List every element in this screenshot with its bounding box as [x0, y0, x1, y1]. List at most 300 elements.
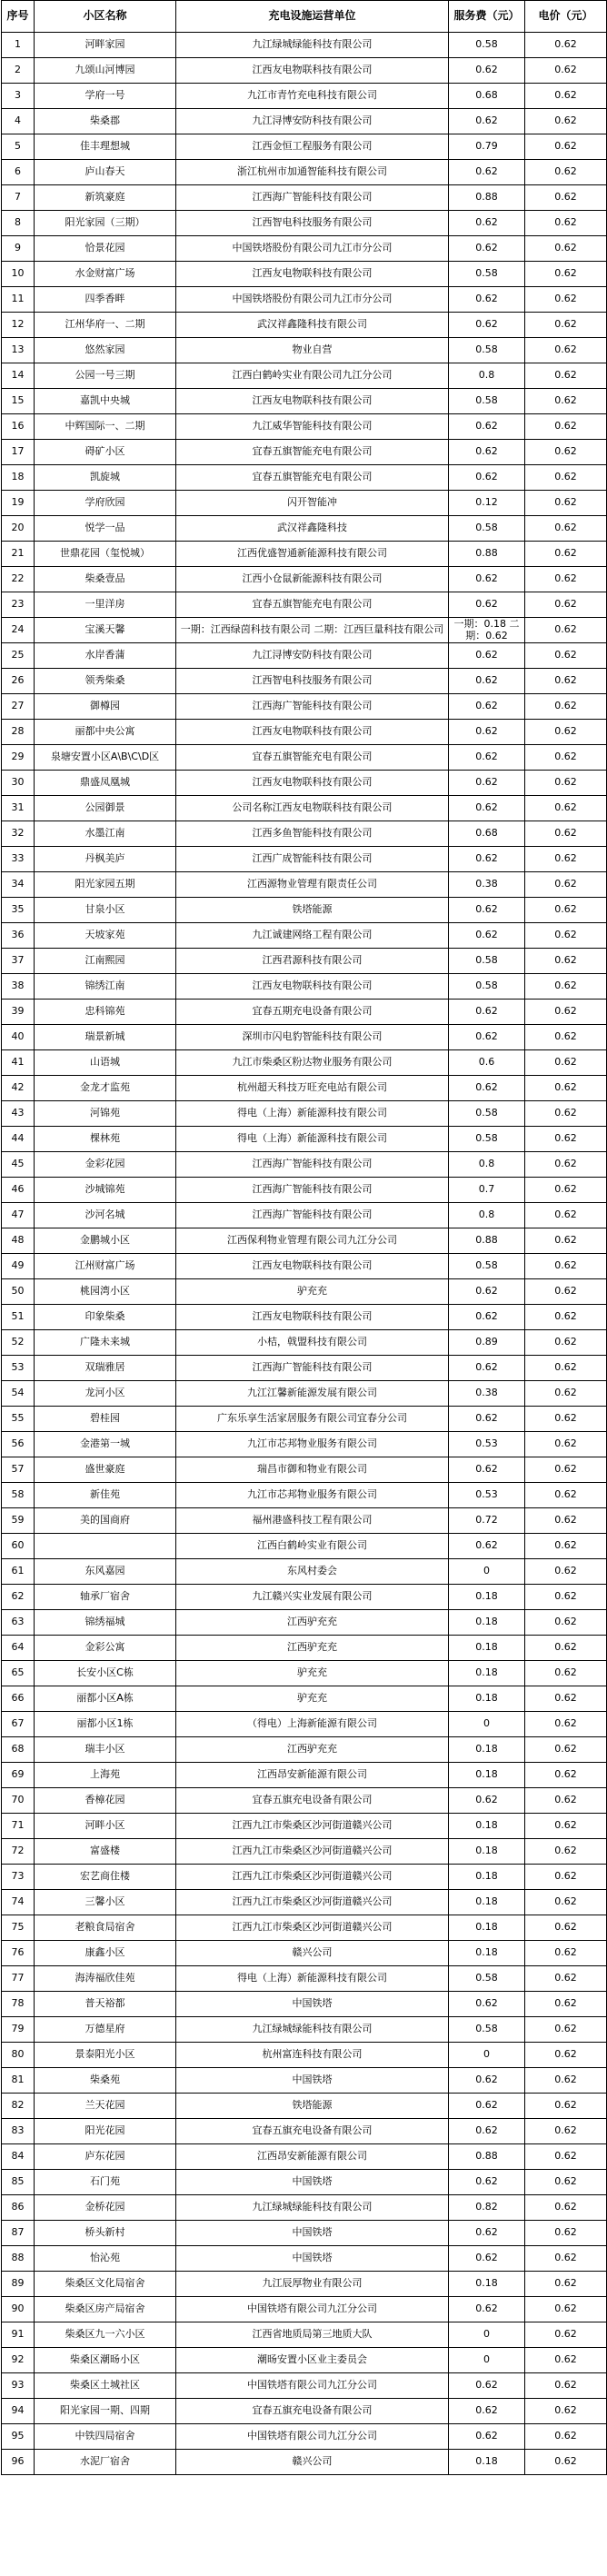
- community-name: 水岸香蒲: [35, 643, 176, 669]
- table-row: [2, 109, 607, 134]
- table-row: [2, 1534, 607, 1559]
- operator-name: 驴充充: [176, 1661, 449, 1686]
- community-name: 庐山春天: [35, 160, 176, 185]
- service-fee: 0.62: [449, 2297, 525, 2322]
- operator-name: 江西驴充充: [176, 1737, 449, 1763]
- table-row: [2, 1788, 607, 1814]
- table-row: [2, 2170, 607, 2195]
- service-fee: 0.62: [449, 567, 525, 592]
- community-name: 万德星府: [35, 2017, 176, 2043]
- service-fee: 0.62: [449, 898, 525, 923]
- row-number: 29: [2, 745, 35, 771]
- table-row: [2, 1330, 607, 1356]
- operator-name: 九江浔博安防科技有限公司: [176, 643, 449, 669]
- community-name: 凯旋城: [35, 465, 176, 491]
- electricity-price: 0.62: [525, 1992, 607, 2017]
- electricity-price: 0.62: [525, 1025, 607, 1050]
- row-number: 7: [2, 185, 35, 211]
- electricity-price: 0.62: [525, 313, 607, 338]
- service-fee: 0.62: [449, 1992, 525, 2017]
- table-row: [2, 313, 607, 338]
- electricity-price: 0.62: [525, 1076, 607, 1101]
- row-number: 38: [2, 974, 35, 1000]
- table-row: [2, 2068, 607, 2094]
- service-fee: 0.7: [449, 1178, 525, 1203]
- electricity-price: 0.62: [525, 1407, 607, 1432]
- row-number: 61: [2, 1559, 35, 1585]
- service-fee: 0.8: [449, 363, 525, 389]
- electricity-price: 0.62: [525, 1508, 607, 1534]
- table-row: [2, 1457, 607, 1483]
- service-fee: 0.58: [449, 949, 525, 974]
- row-number: 56: [2, 1432, 35, 1457]
- row-number: 57: [2, 1457, 35, 1483]
- row-number: 32: [2, 821, 35, 847]
- table-row: [2, 440, 607, 465]
- table-row: [2, 1305, 607, 1330]
- community-name: 富盛楼: [35, 1839, 176, 1865]
- operator-name: 江西友电物联科技有限公司: [176, 262, 449, 287]
- row-number: 42: [2, 1076, 35, 1101]
- table-row: [2, 2450, 607, 2475]
- service-fee: 0.62: [449, 745, 525, 771]
- electricity-price: 0.62: [525, 745, 607, 771]
- row-number: 13: [2, 338, 35, 363]
- operator-name: 宜春五旗智能充电有限公司: [176, 745, 449, 771]
- service-fee: 0.8: [449, 1152, 525, 1178]
- electricity-price: 0.62: [525, 414, 607, 440]
- operator-name: 江西省地质局第三地质大队: [176, 2322, 449, 2348]
- service-fee: 0.12: [449, 491, 525, 516]
- electricity-price: 0.62: [525, 1305, 607, 1330]
- community-name: 上海苑: [35, 1763, 176, 1788]
- service-fee: 0.18: [449, 1890, 525, 1915]
- table-row: [2, 1839, 607, 1865]
- row-number: 19: [2, 491, 35, 516]
- row-number: 55: [2, 1407, 35, 1432]
- operator-name: 九江市青竹充电科技有限公司: [176, 84, 449, 109]
- operator-name: 驴充充: [176, 1279, 449, 1305]
- electricity-price: 0.62: [525, 720, 607, 745]
- service-fee: 0.18: [449, 1763, 525, 1788]
- electricity-price: 0.62: [525, 1050, 607, 1076]
- service-fee: 0.62: [449, 1788, 525, 1814]
- operator-name: 宜春五旗智能充电有限公司: [176, 592, 449, 618]
- operator-name: 中国铁塔有限公司九江分公司: [176, 2297, 449, 2322]
- service-fee: 0.62: [449, 923, 525, 949]
- operator-name: 江西海广智能科技有限公司: [176, 694, 449, 720]
- table-row: [2, 262, 607, 287]
- electricity-price: 0.62: [525, 262, 607, 287]
- electricity-price: 0.62: [525, 516, 607, 542]
- electricity-price: 0.62: [525, 618, 607, 643]
- operator-name: 宜春五旗充电设备有限公司: [176, 1788, 449, 1814]
- electricity-price: 0.62: [525, 1763, 607, 1788]
- row-number: 66: [2, 1686, 35, 1712]
- row-number: 18: [2, 465, 35, 491]
- table-row: [2, 1585, 607, 1610]
- header-operator: 充电设施运营单位: [176, 1, 449, 33]
- operator-name: 得电（上海）新能源科技有限公司: [176, 1101, 449, 1127]
- row-number: 14: [2, 363, 35, 389]
- row-number: 34: [2, 872, 35, 898]
- row-number: 23: [2, 592, 35, 618]
- operator-name: 九江辰厚物业有限公司: [176, 2272, 449, 2297]
- electricity-price: 0.62: [525, 872, 607, 898]
- electricity-price: 0.62: [525, 1686, 607, 1712]
- row-number: 53: [2, 1356, 35, 1381]
- electricity-price: 0.62: [525, 898, 607, 923]
- electricity-price: 0.62: [525, 1865, 607, 1890]
- electricity-price: 0.62: [525, 2221, 607, 2246]
- community-name: 柴桑壹品: [35, 567, 176, 592]
- row-number: 81: [2, 2068, 35, 2094]
- operator-name: 宜春五旗充电设备有限公司: [176, 2399, 449, 2424]
- table-row: [2, 338, 607, 363]
- row-number: 20: [2, 516, 35, 542]
- table-row: [2, 1814, 607, 1839]
- table-row: [2, 211, 607, 236]
- service-fee: 0.58: [449, 1101, 525, 1127]
- electricity-price: 0.62: [525, 338, 607, 363]
- row-number: 70: [2, 1788, 35, 1814]
- service-fee: 0.18: [449, 1636, 525, 1661]
- community-name: 锦绣江南: [35, 974, 176, 1000]
- electricity-price: 0.62: [525, 1203, 607, 1228]
- operator-name: 江西友电物联科技有限公司: [176, 771, 449, 796]
- community-name: 康鑫小区: [35, 1941, 176, 1966]
- community-name: 柴桑区九一六小区: [35, 2322, 176, 2348]
- service-fee: 0.62: [449, 1534, 525, 1559]
- operator-name: 铁塔能源: [176, 2094, 449, 2119]
- table-header: [2, 1, 607, 33]
- table-row: [2, 1127, 607, 1152]
- community-name: 中辉国际一、二期: [35, 414, 176, 440]
- service-fee: 0.58: [449, 389, 525, 414]
- table-row: [2, 1686, 607, 1712]
- table-row: [2, 491, 607, 516]
- operator-name: 中国铁塔有限公司九江分公司: [176, 2373, 449, 2399]
- electricity-price: 0.62: [525, 236, 607, 262]
- service-fee: 0.18: [449, 1865, 525, 1890]
- electricity-price: 0.62: [525, 491, 607, 516]
- row-number: 86: [2, 2195, 35, 2221]
- community-name: 印象柴桑: [35, 1305, 176, 1330]
- service-fee: 0.58: [449, 974, 525, 1000]
- row-number: 74: [2, 1890, 35, 1915]
- operator-name: 江西昂安新能源有限公司: [176, 2144, 449, 2170]
- electricity-price: 0.62: [525, 1178, 607, 1203]
- table-row: [2, 58, 607, 84]
- community-name: 龙河小区: [35, 1381, 176, 1407]
- operator-name: 潮旸安置小区业主委员会: [176, 2348, 449, 2373]
- service-fee: 0.62: [449, 1279, 525, 1305]
- electricity-price: 0.62: [525, 2399, 607, 2424]
- community-name: 泉塘安置小区A\B\C\D区: [35, 745, 176, 771]
- service-fee: 0.62: [449, 1457, 525, 1483]
- operator-name: 中国铁塔: [176, 2068, 449, 2094]
- row-number: 1: [2, 33, 35, 58]
- community-name: 怡沁苑: [35, 2246, 176, 2272]
- row-number: 75: [2, 1915, 35, 1941]
- community-name: 双瑞雅居: [35, 1356, 176, 1381]
- community-name: 河畔小区: [35, 1814, 176, 1839]
- service-fee: 0.6: [449, 1050, 525, 1076]
- operator-name: 公司名称江西友电物联科技有限公司: [176, 796, 449, 821]
- table-row: [2, 2017, 607, 2043]
- row-number: 92: [2, 2348, 35, 2373]
- table-row: [2, 974, 607, 1000]
- community-name: 水泥厂宿舍: [35, 2450, 176, 2475]
- community-name: 瑞丰小区: [35, 1737, 176, 1763]
- table-row: [2, 592, 607, 618]
- operator-name: （得电）上海新能源有限公司: [176, 1712, 449, 1737]
- table-row: [2, 84, 607, 109]
- community-name: 丽都小区1栋: [35, 1712, 176, 1737]
- operator-name: 九江诚建网络工程有限公司: [176, 923, 449, 949]
- operator-name: 浙江杭州市加通智能科技有限公司: [176, 160, 449, 185]
- table-row: [2, 287, 607, 313]
- table-row: [2, 1101, 607, 1127]
- table-row: [2, 1228, 607, 1254]
- table-row: [2, 160, 607, 185]
- table-row: [2, 2094, 607, 2119]
- operator-name: 江西九江市柴桑区沙河街道赣兴公司: [176, 1814, 449, 1839]
- electricity-price: 0.62: [525, 2297, 607, 2322]
- electricity-price: 0.62: [525, 1381, 607, 1407]
- community-name: 碍矿小区: [35, 440, 176, 465]
- community-name: 中铁四局宿舍: [35, 2424, 176, 2450]
- operator-name: 武汉祥鑫隆科技有限公司: [176, 313, 449, 338]
- table-row: [2, 1076, 607, 1101]
- electricity-price: 0.62: [525, 1356, 607, 1381]
- table-row: [2, 134, 607, 160]
- service-fee: 0.53: [449, 1483, 525, 1508]
- electricity-price: 0.62: [525, 2322, 607, 2348]
- service-fee: 0.82: [449, 2195, 525, 2221]
- community-name: 柴桑郡: [35, 109, 176, 134]
- operator-name: 江西友电物联科技有限公司: [176, 58, 449, 84]
- table-row: [2, 516, 607, 542]
- operator-name: 江西智电科技服务有限公司: [176, 211, 449, 236]
- operator-name: 福州港盛科技工程有限公司: [176, 1508, 449, 1534]
- operator-name: 江西多鱼智能科技有限公司: [176, 821, 449, 847]
- service-fee: 0.18: [449, 1661, 525, 1686]
- community-name: 金彩公寓: [35, 1636, 176, 1661]
- electricity-price: 0.62: [525, 1661, 607, 1686]
- table-row: [2, 236, 607, 262]
- row-number: 17: [2, 440, 35, 465]
- community-name: 阳光花园: [35, 2119, 176, 2144]
- service-fee: 0.18: [449, 1686, 525, 1712]
- community-name: 瑞景新城: [35, 1025, 176, 1050]
- row-number: 94: [2, 2399, 35, 2424]
- operator-name: 中国铁塔: [176, 2221, 449, 2246]
- electricity-price: 0.62: [525, 84, 607, 109]
- row-number: 6: [2, 160, 35, 185]
- row-number: 64: [2, 1636, 35, 1661]
- electricity-price: 0.62: [525, 1941, 607, 1966]
- operator-name: 江西君源科技有限公司: [176, 949, 449, 974]
- row-number: 59: [2, 1508, 35, 1534]
- operator-name: 得电（上海）新能源科技有限公司: [176, 1966, 449, 1992]
- table-row: [2, 1865, 607, 1890]
- row-number: 25: [2, 643, 35, 669]
- community-name: 棵林苑: [35, 1127, 176, 1152]
- service-fee: 0.62: [449, 1025, 525, 1050]
- service-fee: 0.8: [449, 1203, 525, 1228]
- table-row: [2, 1203, 607, 1228]
- electricity-price: 0.62: [525, 1127, 607, 1152]
- operator-name: 江西驴充充: [176, 1610, 449, 1636]
- table-row: [2, 1508, 607, 1534]
- row-number: 44: [2, 1127, 35, 1152]
- operator-name: 中国铁塔股份有限公司九江市分公司: [176, 287, 449, 313]
- operator-name: 宜春五旗智能充电有限公司: [176, 465, 449, 491]
- service-fee: 0.58: [449, 33, 525, 58]
- table-row: [2, 796, 607, 821]
- operator-name: 得电（上海）新能源科技有限公司: [176, 1127, 449, 1152]
- table-row: [2, 1483, 607, 1508]
- electricity-price: 0.62: [525, 796, 607, 821]
- row-number: 36: [2, 923, 35, 949]
- community-name: 盛世豪庭: [35, 1457, 176, 1483]
- operator-name: 江西海广智能科技有限公司: [176, 1203, 449, 1228]
- community-name: 学府一号: [35, 84, 176, 109]
- service-fee: 0.62: [449, 2399, 525, 2424]
- electricity-price: 0.62: [525, 1483, 607, 1508]
- operator-name: 九江威华智能科技有限公司: [176, 414, 449, 440]
- operator-name: 宜春五旗充电设备有限公司: [176, 2119, 449, 2144]
- community-name: 三馨小区: [35, 1890, 176, 1915]
- row-number: 12: [2, 313, 35, 338]
- community-name: 江南熙园: [35, 949, 176, 974]
- row-number: 40: [2, 1025, 35, 1050]
- community-name: 恰景花园: [35, 236, 176, 262]
- community-name: 佳丰理想城: [35, 134, 176, 160]
- table-row: [2, 1025, 607, 1050]
- row-number: 27: [2, 694, 35, 720]
- table-row: [2, 1941, 607, 1966]
- row-number: 83: [2, 2119, 35, 2144]
- community-name: 桃园湾小区: [35, 1279, 176, 1305]
- operator-name: 江西白鹤岭实业有限公司: [176, 1534, 449, 1559]
- operator-name: 九江赣兴实业发展有限公司: [176, 1585, 449, 1610]
- table-row: [2, 872, 607, 898]
- community-name: 美的国商府: [35, 1508, 176, 1534]
- electricity-price: 0.62: [525, 185, 607, 211]
- electricity-price: 0.62: [525, 1152, 607, 1178]
- table-row: [2, 2246, 607, 2272]
- community-name: 山语城: [35, 1050, 176, 1076]
- operator-name: 江西九江市柴桑区沙河街道赣兴公司: [176, 1890, 449, 1915]
- community-name: 金桥花园: [35, 2195, 176, 2221]
- community-name: 宝溪天馨: [35, 618, 176, 643]
- community-name: 宏艺商住楼: [35, 1865, 176, 1890]
- row-number: 45: [2, 1152, 35, 1178]
- service-fee: 0.18: [449, 1814, 525, 1839]
- operator-name: 江西源物业管理有限责任公司: [176, 872, 449, 898]
- row-number: 43: [2, 1101, 35, 1127]
- operator-name: 九江绿城绿能科技有限公司: [176, 33, 449, 58]
- table-row: [2, 567, 607, 592]
- row-number: 52: [2, 1330, 35, 1356]
- operator-name: 中国铁塔股份有限公司九江市分公司: [176, 236, 449, 262]
- operator-name: 江西友电物联科技有限公司: [176, 974, 449, 1000]
- electricity-price: 0.62: [525, 1559, 607, 1585]
- service-fee: 0.62: [449, 160, 525, 185]
- community-name: 阳光家园五期: [35, 872, 176, 898]
- electricity-price: 0.62: [525, 2373, 607, 2399]
- community-name: 新筑豪庭: [35, 185, 176, 211]
- electricity-price: 0.62: [525, 2068, 607, 2094]
- operator-name: 江西海广智能科技有限公司: [176, 185, 449, 211]
- electricity-price: 0.62: [525, 974, 607, 1000]
- header-row: [2, 1, 607, 33]
- table-row: [2, 643, 607, 669]
- service-fee: 0.58: [449, 2017, 525, 2043]
- service-fee: 0.62: [449, 694, 525, 720]
- electricity-price: 0.62: [525, 2246, 607, 2272]
- table-row: [2, 1636, 607, 1661]
- operator-name: 江西保利物业管理有限公司九江分公司: [176, 1228, 449, 1254]
- row-number: 62: [2, 1585, 35, 1610]
- electricity-price: 0.62: [525, 2424, 607, 2450]
- electricity-price: 0.62: [525, 2043, 607, 2068]
- electricity-price: 0.62: [525, 567, 607, 592]
- table-row: [2, 1152, 607, 1178]
- service-fee: 0.58: [449, 1966, 525, 1992]
- electricity-price: 0.62: [525, 1737, 607, 1763]
- row-number: 39: [2, 1000, 35, 1025]
- community-name: 长安小区C栋: [35, 1661, 176, 1686]
- operator-name: 广东乐享生活家居服务有限公司宜春分公司: [176, 1407, 449, 1432]
- row-number: 58: [2, 1483, 35, 1508]
- table-row: [2, 1661, 607, 1686]
- service-fee: 0.58: [449, 1254, 525, 1279]
- community-name: 丽都小区A栋: [35, 1686, 176, 1712]
- community-name: 悦学一品: [35, 516, 176, 542]
- service-fee: 0.62: [449, 1305, 525, 1330]
- service-fee: 0.62: [449, 2424, 525, 2450]
- electricity-price: 0.62: [525, 1585, 607, 1610]
- electricity-price: 0.62: [525, 1432, 607, 1457]
- service-fee: 0.18: [449, 1839, 525, 1865]
- service-fee: 0.62: [449, 2373, 525, 2399]
- operator-name: 江西海广智能科技有限公司: [176, 1356, 449, 1381]
- operator-name: 赣兴公司: [176, 1941, 449, 1966]
- service-fee: 0.62: [449, 414, 525, 440]
- electricity-price: 0.62: [525, 2195, 607, 2221]
- electricity-price: 0.62: [525, 2144, 607, 2170]
- table-row: [2, 542, 607, 567]
- operator-name: 九江市芯邦物业服务有限公司: [176, 1483, 449, 1508]
- service-fee: 0.62: [449, 592, 525, 618]
- electricity-price: 0.62: [525, 2348, 607, 2373]
- table-row: [2, 2322, 607, 2348]
- table-row: [2, 2221, 607, 2246]
- table-row: [2, 2272, 607, 2297]
- table-row: [2, 771, 607, 796]
- operator-name: 江西海广智能科技有限公司: [176, 1178, 449, 1203]
- table-row: [2, 821, 607, 847]
- operator-name: 宜春五期充电设备有限公司: [176, 1000, 449, 1025]
- operator-name: 江西友电物联科技有限公司: [176, 1305, 449, 1330]
- electricity-price: 0.62: [525, 1814, 607, 1839]
- row-number: 22: [2, 567, 35, 592]
- operator-name: 江西友电物联科技有限公司: [176, 720, 449, 745]
- table-row: [2, 2195, 607, 2221]
